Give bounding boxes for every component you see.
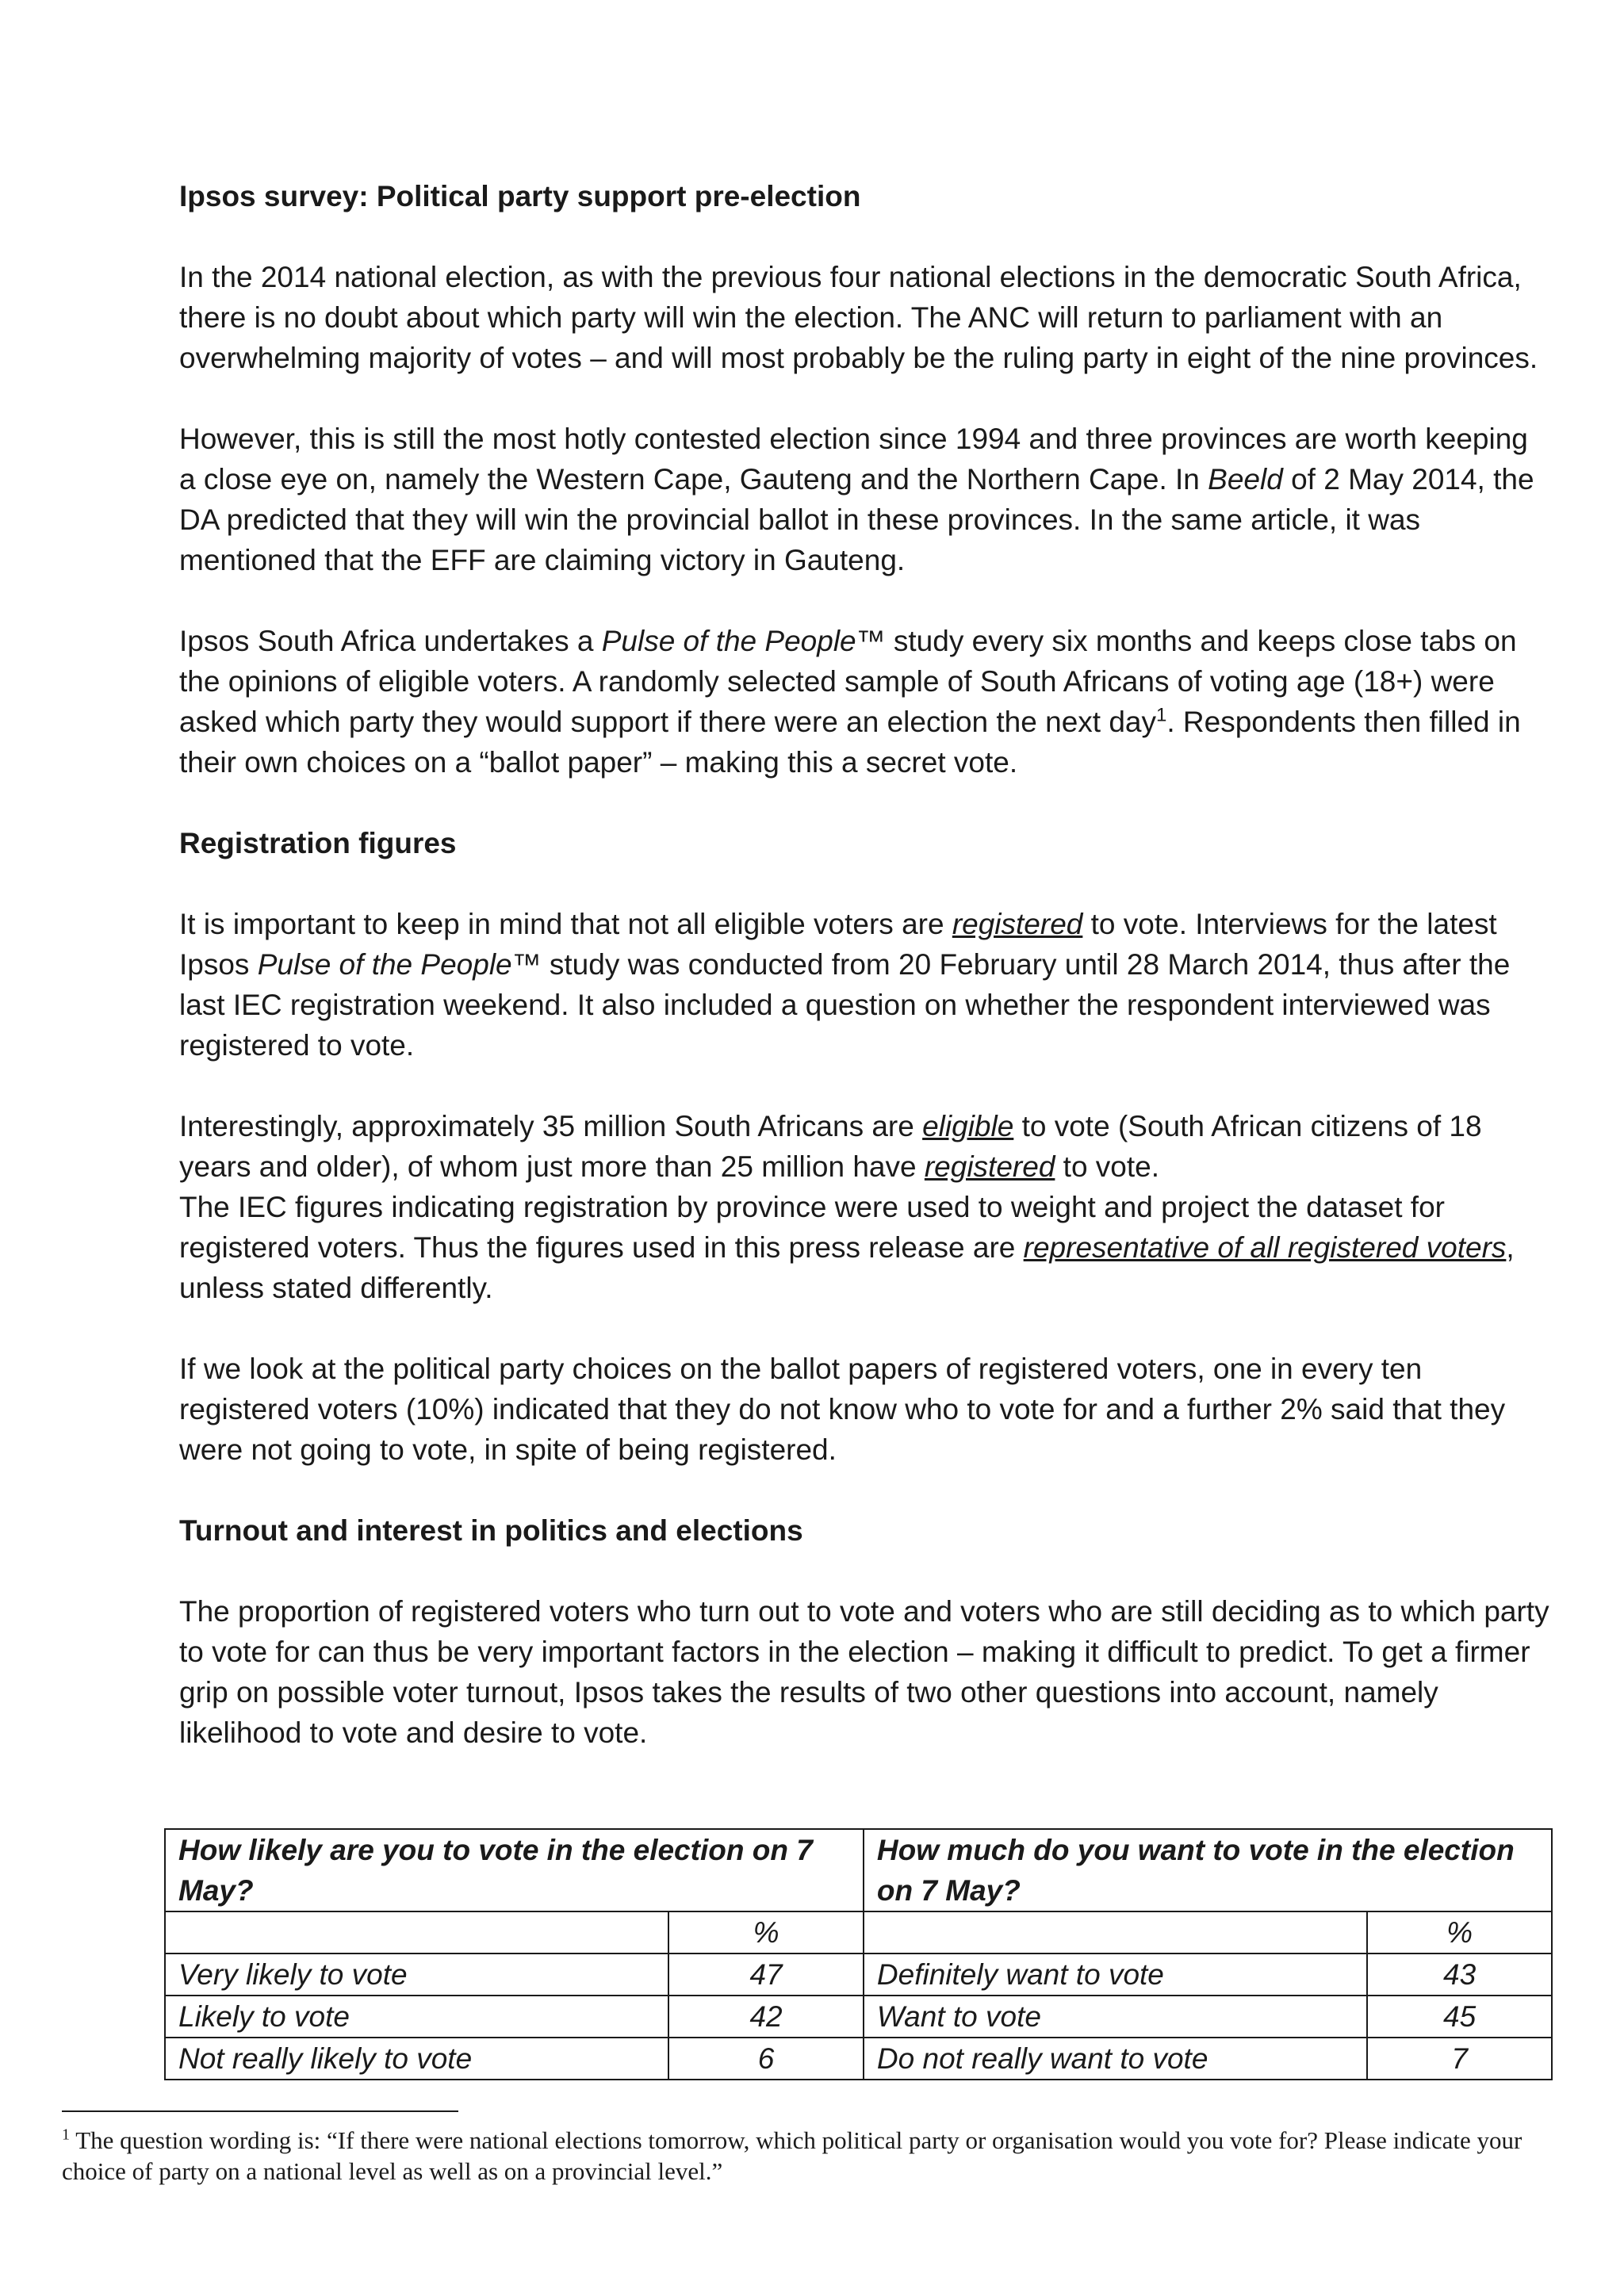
footnote-marker: 1	[62, 2126, 70, 2144]
text-run: Ipsos South Africa undertakes a	[179, 625, 602, 657]
study-name: Pulse of the People	[257, 948, 512, 981]
table-cell-value: 7	[1367, 2038, 1552, 2080]
table-cell-label: Likely to vote	[165, 1996, 668, 2038]
table-row	[165, 1954, 1552, 1996]
section-heading-turnout: Turnout and interest in politics and elections	[179, 1514, 803, 1547]
text-run: ™ study was conducted from 20 February until 28 March 2014, thus after the last IEC registration weekend. It also included a question on whether the respondent interviewed was registered to vote.	[179, 948, 1511, 1062]
emphasis-text: registered	[952, 908, 1083, 940]
table-cell-label: Not really likely to vote	[165, 2038, 668, 2080]
table-percent-label: %	[668, 1911, 864, 1954]
text-run: . Respondents then filled in their own choices on a “ballot paper” – making this a secret vote.	[179, 706, 1521, 779]
text-run: ™ study every six months and keeps close tabs on the opinions of eligible voters. A randomly selected sample of South Africans of voting age (18+) were asked which party they would support if there were an election the next day	[179, 625, 1517, 738]
emphasis-text: registered	[924, 1150, 1055, 1183]
table-cell-value: 45	[1367, 1996, 1552, 2038]
table-cell-label: Very likely to vote	[165, 1954, 668, 1996]
intro-paragraph-2	[179, 419, 1551, 580]
table-cell-empty	[165, 1911, 668, 1954]
text-run: It is important to keep in mind that not all eligible voters are	[179, 908, 952, 940]
registration-paragraph-1	[179, 904, 1551, 1066]
footnote-text: The question wording is: “If there were national elections tomorrow, which political party or organisation would you vote for? Please indicate your choice of party on a national level as well as on a provincial level.”	[62, 2126, 1522, 2185]
table-cell-value: 6	[668, 2038, 864, 2080]
table-cell-value: 42	[668, 1996, 864, 2038]
table-cell-empty	[864, 1911, 1367, 1954]
text-run: of 2 May 2014, the DA predicted that they will win the provincial ballot in these provinces. In the same article, it was mentioned that the EFF are claiming victory in Gauteng.	[179, 463, 1534, 576]
footnote	[62, 2125, 1568, 2187]
table-header-desire: How much do you want to vote in the election on 7 May?	[864, 1829, 1552, 1911]
turnout-paragraph-1: The proportion of registered voters who turn out to vote and voters who are still deciding as to which party to vote for can thus be very important factors in the election – making it difficult to predict. To get a firmer grip on possible voter turnout, Ipsos takes the results of two other questions into account, namely likelihood to vote and desire to vote.	[179, 1595, 1549, 1749]
section-heading-registration: Registration figures	[179, 827, 457, 859]
registration-paragraph-2	[179, 1106, 1551, 1187]
document-body	[179, 176, 1551, 1793]
table-cell-value: 47	[668, 1954, 864, 1996]
table-percent-label: %	[1367, 1911, 1552, 1954]
intro-paragraph-1: In the 2014 national election, as with the previous four national elections in the democratic South Africa, there is no doubt about which party will win the election. The ANC will return to parliament with an overwhelming majority of votes – and will most probably be the ruling party in eight of the nine provinces.	[179, 261, 1538, 374]
publication-name: Beeld	[1208, 463, 1283, 496]
text-run: , unless stated differently.	[179, 1231, 1515, 1304]
voting-likelihood-table	[164, 1828, 1553, 2080]
document-title: Ipsos survey: Political party support pre-election	[179, 180, 861, 212]
table-row	[165, 2038, 1552, 2080]
table-cell-label: Do not really want to vote	[864, 2038, 1367, 2080]
intro-paragraph-3	[179, 621, 1551, 783]
text-run: to vote (South African citizens of 18 years and older), of whom just more than 25 million have	[179, 1110, 1482, 1183]
text-run: Interestingly, approximately 35 million South Africans are	[179, 1110, 923, 1142]
study-name: Pulse of the People	[601, 625, 856, 657]
table-cell-value: 43	[1367, 1954, 1552, 1996]
table-header-likelihood: How likely are you to vote in the election on 7 May?	[165, 1829, 864, 1911]
emphasis-text: representative of all registered voters	[1023, 1231, 1507, 1264]
emphasis-text: eligible	[922, 1110, 1014, 1142]
table-row	[165, 1996, 1552, 2038]
footnote-reference: 1	[1155, 704, 1167, 726]
table-percent-row	[165, 1911, 1552, 1954]
table-cell-label: Want to vote	[864, 1996, 1367, 2038]
text-run: to vote.	[1055, 1150, 1160, 1183]
text-run: However, this is still the most hotly contested election since 1994 and three provinces are worth keeping a close eye on, namely the Western Cape, Gauteng and the Northern Cape. In	[179, 423, 1528, 496]
text-run: to vote. Interviews for the latest Ipsos	[179, 908, 1497, 981]
registration-paragraph-3	[179, 1187, 1551, 1308]
table-header-row	[165, 1829, 1552, 1911]
table-cell-label: Definitely want to vote	[864, 1954, 1367, 1996]
registration-paragraph-4: If we look at the political party choices on the ballot papers of registered voters, one in every ten registered voters (10%) indicated that they do not know who to vote for and a further 2% said that they were not going to vote, in spite of being registered.	[179, 1353, 1506, 1466]
footnote-divider	[62, 2110, 458, 2112]
text-run: The IEC figures indicating registration by province were used to weight and project the dataset for registered voters. Thus the figures used in this press release are	[179, 1191, 1445, 1264]
